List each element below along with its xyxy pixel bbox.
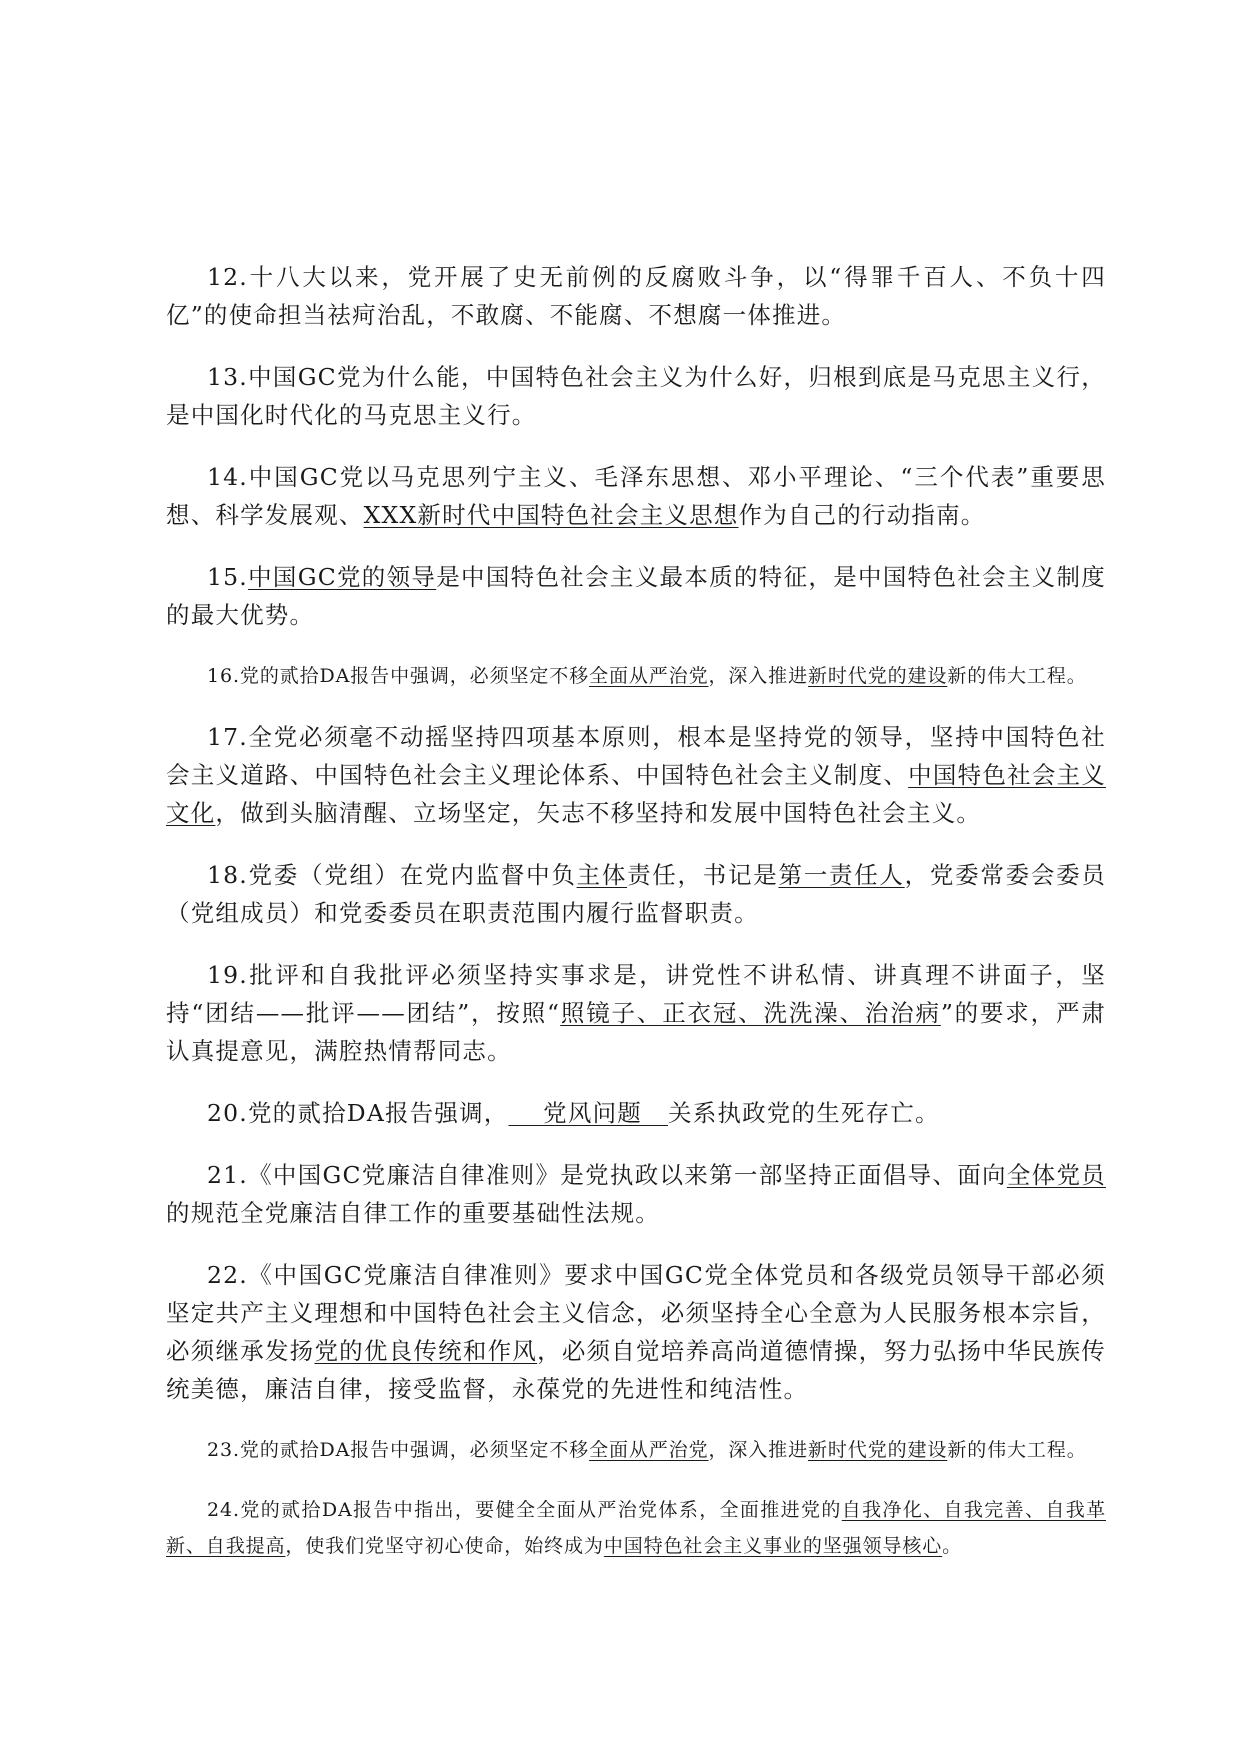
- paragraph-text: 18.党委（党组）在党内监督中负: [207, 861, 577, 889]
- underlined-answer: 全体党员: [1006, 1161, 1106, 1189]
- paragraph-text: 23.党的贰拾DA报告中强调，必须坚定不移: [207, 1439, 590, 1461]
- underlined-answer: 新时代党的建设: [808, 665, 948, 687]
- paragraph-item: [166, 956, 1106, 1070]
- paragraph-item: [166, 1492, 1106, 1564]
- underlined-answer: 党的优良传统和作风: [314, 1337, 538, 1365]
- paragraph-item: [166, 1094, 1106, 1132]
- paragraph-text: 24.党的贰拾DA报告中指出，要健全全面从严治党体系，全面推进党的: [207, 1499, 842, 1521]
- paragraph-text: 14.中国GC党以马克思列宁主义、毛泽东思想、邓小平理论、“三个代表”重要思想、科学发展观、: [166, 463, 1106, 529]
- paragraph-text: 21.《中国GC党廉洁自律准则》是党执政以来第一部坚持正面倡导、面向: [207, 1161, 1007, 1189]
- paragraph-text: 17.全党必须毫不动摇坚持四项基本原则，根本是坚持党的领导，坚持中国特色社会主义道路、中国特色社会主义理论体系、中国特色社会主义制度、: [166, 723, 1106, 789]
- paragraph-text: 作为自己的行动指南。: [738, 501, 986, 529]
- paragraph-text: ，党委常委会委员（党组成员）和党委委员在职责范围内履行监督职责。: [166, 861, 1107, 927]
- paragraph-text: ，必须自觉培养高尚道德情操，努力弘扬中华民族传统美德，廉洁自律，接受监督，永葆党的先进性和纯洁性。: [166, 1337, 1106, 1403]
- underlined-answer: 中国特色社会主义文化: [166, 761, 1107, 827]
- paragraph-item: [166, 856, 1106, 932]
- paragraph-item: [166, 1156, 1106, 1232]
- underlined-answer: 主体: [576, 861, 628, 889]
- underlined-answer: 照镜子、正衣冠、洗洗澡、治治病: [560, 999, 941, 1027]
- paragraph-text: 15.: [207, 563, 248, 591]
- underlined-answer: 自我净化、自我完善、自我革新、自我提高: [166, 1499, 1107, 1557]
- paragraph-item: [166, 358, 1106, 434]
- paragraph-item: [166, 1432, 1106, 1468]
- paragraph-item: [166, 1256, 1106, 1408]
- paragraph-text: ，使我们党坚守初心使命，始终成为: [285, 1535, 604, 1557]
- underlined-answer: XXX新时代中国特色社会主义思想: [363, 501, 739, 529]
- paragraph-text: 22.《中国GC党廉洁自律准则》要求中国GC党全体党员和各级党员领导干部必须坚定共产主义理想和中国特色社会主义信念，必须坚持全心全意为人民服务根本宗旨，必须继承发扬: [166, 1261, 1106, 1365]
- paragraph-item: [166, 658, 1106, 694]
- paragraph-text: 是中国特色社会主义最本质的特征，是中国特色社会主义制度的最大优势。: [166, 563, 1107, 629]
- underlined-answer: 中国特色社会主义事业的坚强领导核心: [603, 1535, 943, 1557]
- underlined-answer: 中国GC党的领导: [247, 563, 437, 591]
- paragraph-text: 。: [942, 1535, 963, 1557]
- underlined-answer: 党风问题: [508, 1099, 668, 1127]
- paragraph-text: 12.十八大以来，党开展了史无前例的反腐败斗争，以“得罪千百人、不负十四亿”的使命担当祛疴治乱，不敢腐、不能腐、不想腐一体推进。: [166, 263, 1106, 329]
- paragraph-text: 16.党的贰拾DA报告中强调，必须坚定不移: [207, 665, 590, 687]
- paragraph-text: 的规范全党廉洁自律工作的重要基础性法规。: [166, 1199, 660, 1227]
- paragraph-text: 关系执政党的生死存亡。: [668, 1099, 940, 1127]
- paragraph-text: ，深入推进: [708, 1439, 808, 1461]
- underlined-answer: 新时代党的建设: [808, 1439, 948, 1461]
- paragraph-text: ，深入推进: [708, 665, 808, 687]
- paragraph-text: ”的要求，严肃认真提意见，满腔热情帮同志。: [166, 999, 1106, 1065]
- paragraph-item: [166, 718, 1106, 832]
- paragraph-text: 20.党的贰拾DA报告强调，: [207, 1099, 509, 1127]
- paragraph-text: 责任，书记是: [627, 861, 779, 889]
- paragraph-text: 13.中国GC党为什么能，中国特色社会主义为什么好，归根到底是马克思主义行，是中国化时代化的马克思主义行。: [166, 363, 1106, 429]
- paragraph-text: 新的伟大工程。: [947, 1439, 1087, 1461]
- paragraph-item: [166, 558, 1106, 634]
- paragraph-text: 19.批评和自我批评必须坚持实事求是，讲党性不讲私情、讲真理不讲面子，坚持“团结——批评——团结”，按照“: [166, 961, 1106, 1027]
- underlined-answer: 全面从严治党: [589, 1439, 709, 1461]
- document-body: [166, 258, 1106, 1588]
- paragraph-text: ，做到头脑清醒、立场坚定，矢志不移坚持和发展中国特色社会主义。: [215, 799, 982, 827]
- paragraph-item: [166, 458, 1106, 534]
- underlined-answer: 第一责任人: [778, 861, 905, 889]
- paragraph-text: 新的伟大工程。: [947, 665, 1087, 687]
- paragraph-item: [166, 258, 1106, 334]
- underlined-answer: 全面从严治党: [589, 665, 709, 687]
